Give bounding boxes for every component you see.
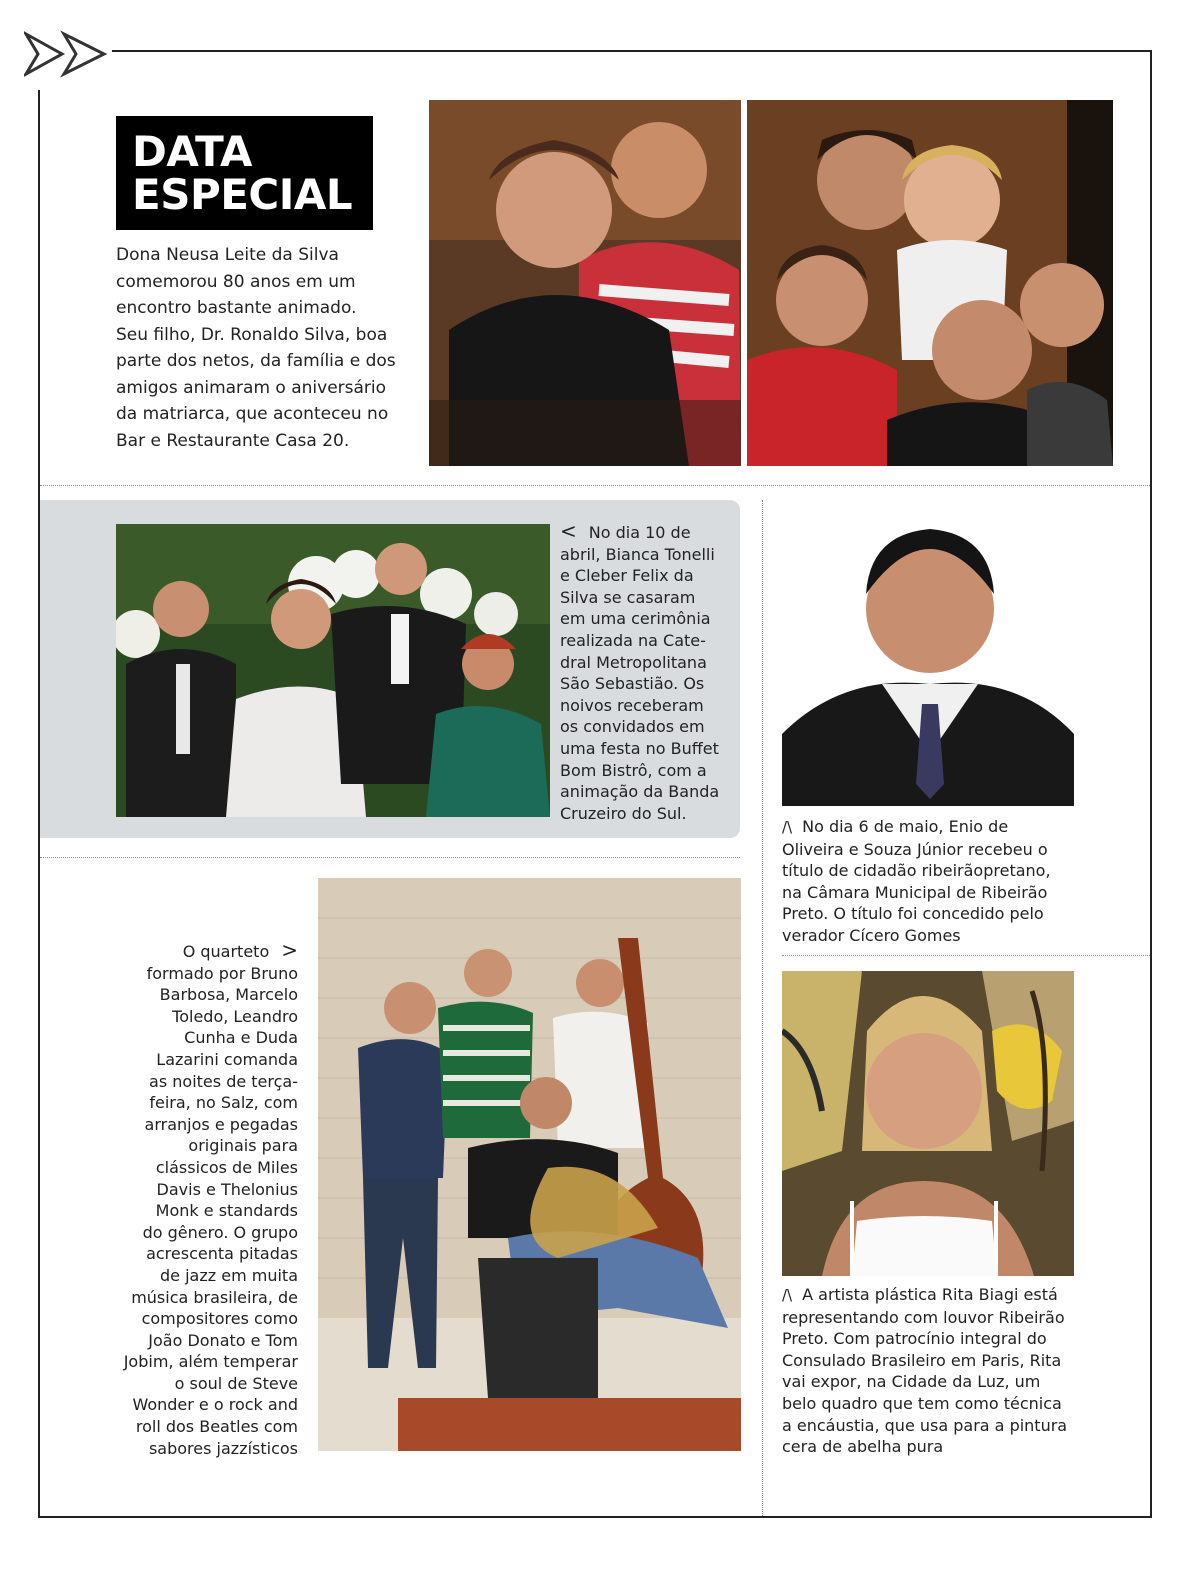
caption-line: arranjos e pegadas [144,1114,298,1134]
frame-top-border [112,50,1152,52]
section-title [116,116,373,219]
caption-line: Monk e standards [155,1201,298,1221]
caption-line: clássicos de Miles [155,1157,298,1177]
caption-line: belo quadro que tem como técnica [782,1393,1062,1413]
caption-line: Cunha e Duda [184,1028,298,1048]
artist-portrait-photo [782,971,1074,1276]
caption-line: noivos receberam [560,695,704,715]
caption-line: uma festa no Buffet [560,738,719,758]
caption-line: O quarteto > [182,938,298,962]
caption-line: dral Metropolitana [560,652,707,672]
quartet-band-photo [318,878,741,1451]
caption-line: São Sebastião. Os [560,674,705,694]
caption-line: Cruzeiro do Sul. [560,803,687,823]
caption-line: na Câmara Municipal de Ribeirão [782,882,1048,902]
caption-line: as noites de terça- [149,1071,298,1091]
citizen-portrait-photo [782,514,1074,806]
caption-line: do gênero. O grupo [142,1222,298,1242]
caption-line: Davis e Thelonius [156,1179,298,1199]
caption-line: João Donato e Tom [148,1330,298,1350]
birthday-photo-1 [429,100,741,466]
caption-line: sabores jazzísticos [148,1438,298,1458]
caption-line: /\ A artista plástica Rita Biagi está [782,1285,1058,1304]
caption-line: roll dos Beatles com [135,1417,298,1437]
caption-line: originais para [188,1136,298,1156]
caption-line: realizada na Cate- [560,630,706,650]
artist-caption [782,1284,1147,1458]
caption-line: e Cleber Felix da [560,566,694,586]
caption-line: o soul de Steve [174,1373,298,1393]
title-line-1: DATA [132,127,253,176]
caption-line: Consulado Brasileiro em Paris, Rita [782,1350,1062,1370]
caption-line: Dona Neusa Leite da Silva [116,245,339,265]
caption-line: Bom Bistrô, com a [560,760,707,780]
caption-line: Wonder e o rock and [132,1395,298,1415]
section-title-box [116,116,373,230]
caption-line: Barbosa, Marcelo [159,985,298,1005]
caption-line: parte dos netos, da família e dos [116,351,396,371]
caption-line: < No dia 10 de [560,519,691,543]
caption-line: formado por Bruno [146,963,298,983]
frame-bottom-border [38,1516,1152,1518]
caption-line: música brasileira, de [131,1287,298,1307]
caption-line: amigos animaram o aniversário [116,377,387,398]
caption-line: Preto. O título foi concedido pelo [782,904,1044,924]
citizen-caption [782,816,1147,947]
caption-line: os convidados em [560,717,705,737]
caption-line: da matriarca, que aconteceu no [116,404,389,424]
caption-line: Lazarini comanda [156,1049,298,1069]
caption-line: verador Cícero Gomes [782,925,961,945]
quartet-caption [108,940,298,1459]
arrow-left-icon: < [560,519,577,543]
arrow-up-icon: /\ [782,818,793,836]
caption-line: Silva se casaram [560,587,696,607]
frame-right-border [1150,50,1152,1518]
caption-line: cera de abelha pura [782,1437,944,1457]
caption-line: Bar e Restaurante Casa 20. [116,430,350,451]
caption-line: acrescenta pitadas [146,1244,298,1264]
caption-line: compositores como [141,1309,298,1329]
caption-line: Toledo, Leandro [172,1006,298,1026]
birthday-photo-2 [747,100,1113,466]
caption-line: feira, no Salz, com [149,1093,298,1113]
caption-line: Oliveira e Souza Júnior recebeu o [782,839,1048,859]
arrow-right-icon: > [281,938,298,962]
caption-line: vai expor, na Cidade da Luz, um [782,1372,1041,1392]
wedding-photo [116,524,550,817]
caption-line: de jazz em muita [160,1265,298,1285]
caption-line: /\ No dia 6 de maio, Enio de [782,817,1009,836]
arrow-up-icon: /\ [782,1286,793,1304]
caption-line: Jobim, além temperar [123,1352,298,1372]
caption-line: comemorou 80 anos em um [116,271,356,292]
caption-line: a encáustia, que usa para a pintura [782,1415,1068,1435]
caption-line: Seu filho, Dr. Ronaldo Silva, boa [116,324,388,345]
caption-line: animação da Banda [560,782,720,802]
caption-line: Preto. Com patrocínio integral do [782,1329,1047,1349]
title-line-2: ESPECIAL [132,170,353,219]
caption-line: representando com louvor Ribeirão [782,1307,1065,1327]
section-divider-top [40,485,1150,486]
birthday-caption [116,242,416,454]
caption-line: abril, Bianca Tonelli [560,544,715,564]
column-divider [762,500,763,1516]
wedding-caption [560,521,735,824]
logo-double-chevron-icon [24,30,108,78]
section-divider-right [782,955,1150,956]
caption-line: encontro bastante animado. [116,298,357,318]
caption-line: título de cidadão ribeirãopretano, [782,861,1051,881]
caption-line: em uma cerimônia [560,609,711,629]
section-divider-left [40,857,740,858]
